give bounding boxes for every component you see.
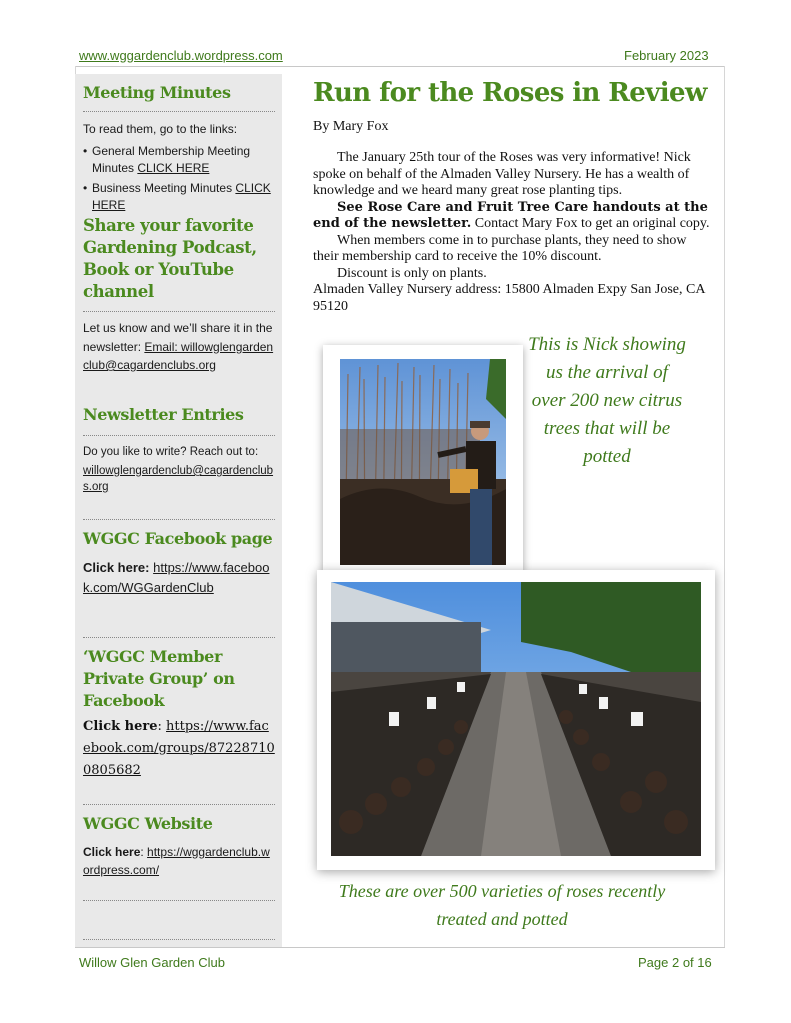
paragraph-text: Contact Mary Fox to get an original copy. xyxy=(471,216,710,231)
business-minutes-link[interactable]: CLICK HERE xyxy=(92,181,271,212)
website-heading: WGGC Website xyxy=(83,814,213,833)
divider xyxy=(83,900,275,901)
article-byline: By Mary Fox xyxy=(313,119,389,134)
list-item xyxy=(83,143,275,177)
footer-page-number: Page 2 of 16 xyxy=(638,955,712,970)
divider xyxy=(83,519,275,520)
article-body xyxy=(313,150,715,315)
facebook-text xyxy=(83,558,275,597)
nursery-address: Almaden Valley Nursery address: 15800 Almaden Expy San Jose, CA 95120 xyxy=(313,282,705,314)
share-text xyxy=(83,319,275,375)
footer-club-name: Willow Glen Garden Club xyxy=(79,955,225,970)
header-rule xyxy=(75,66,725,67)
paragraph xyxy=(313,200,715,233)
minutes-intro: To read them, go to the links: xyxy=(83,122,238,136)
separator: : xyxy=(157,719,167,734)
divider xyxy=(83,939,275,940)
list-item xyxy=(83,180,275,214)
private-group-label: Click here xyxy=(83,719,158,734)
header-date: February 2023 xyxy=(624,48,709,63)
article-title: Run for the Roses in Review xyxy=(313,78,707,108)
bullet-icon: • xyxy=(83,181,88,195)
share-email-link[interactable]: Email: willowglengardenclub@cagardenclubs.org xyxy=(83,339,274,372)
divider xyxy=(83,637,275,638)
facebook-link[interactable]: https://www.facebook.com/WGGardenClub xyxy=(83,560,270,595)
paragraph: Discount is only on plants. xyxy=(337,265,487,281)
entries-heading: Newsletter Entries xyxy=(83,405,244,424)
entries-email-link[interactable]: willowglengardenclub@cagardenclubs.org xyxy=(83,465,274,493)
citrus-trees-photo xyxy=(323,345,523,572)
photo-caption-nick: This is Nick showing us the arrival of over 200 new citrus trees that will be potted xyxy=(528,334,686,467)
divider xyxy=(83,804,275,805)
paragraph: When members come in to purchase plants, they need to show their membership card to receive the 10% discount. xyxy=(313,232,687,264)
facebook-label: Click here: xyxy=(83,560,150,575)
private-group-text xyxy=(83,716,275,782)
website-link[interactable]: https://wggardenclub.wordpress.com/ xyxy=(83,845,270,877)
private-group-link[interactable]: https://www.facebook.com/groups/872287100805682 xyxy=(83,719,275,778)
general-minutes-link[interactable]: CLICK HERE xyxy=(137,161,210,175)
photo-caption-roses: These are over 500 varieties of roses recently treated and potted xyxy=(338,881,666,929)
minutes-item-label: General Membership Meeting Minutes xyxy=(92,144,251,175)
right-margin-line xyxy=(724,66,725,947)
rose-rows-image xyxy=(331,582,701,856)
sidebar xyxy=(75,74,282,947)
share-heading: Share your favorite Gardening Podcast, Book or YouTube channel xyxy=(83,216,257,301)
facebook-heading: WGGC Facebook page xyxy=(83,529,273,548)
minutes-list xyxy=(83,143,275,214)
divider xyxy=(83,311,275,312)
website-label: Click here xyxy=(83,845,141,859)
divider xyxy=(83,111,275,112)
header-website-link[interactable]: www.wggardenclub.wordpress.com xyxy=(79,48,283,63)
share-description: Let us know and we’ll share it in the newsletter: xyxy=(83,321,273,354)
handout-notice: See Rose Care and Fruit Tree Care handouts at the end of the newsletter. xyxy=(313,199,708,231)
website-text xyxy=(83,843,275,879)
footer-rule xyxy=(75,947,725,948)
entries-text: Do you like to write? Reach out to: xyxy=(83,446,259,458)
minutes-heading: Meeting Minutes xyxy=(83,83,231,102)
bullet-icon: • xyxy=(83,144,88,158)
roses-photo xyxy=(317,570,715,870)
paragraph: The January 25th tour of the Roses was very informative! Nick spoke on behalf of the Almaden Valley Nursery. He has a wealth of knowledge and we heard many great rose planting tips. xyxy=(313,150,691,198)
minutes-item-label: Business Meeting Minutes xyxy=(92,181,236,195)
divider xyxy=(83,435,275,436)
separator: : xyxy=(140,845,148,859)
nick-photo-image xyxy=(340,359,506,565)
private-group-heading: ‘WGGC Member Private Group’ on Facebook xyxy=(83,647,235,710)
